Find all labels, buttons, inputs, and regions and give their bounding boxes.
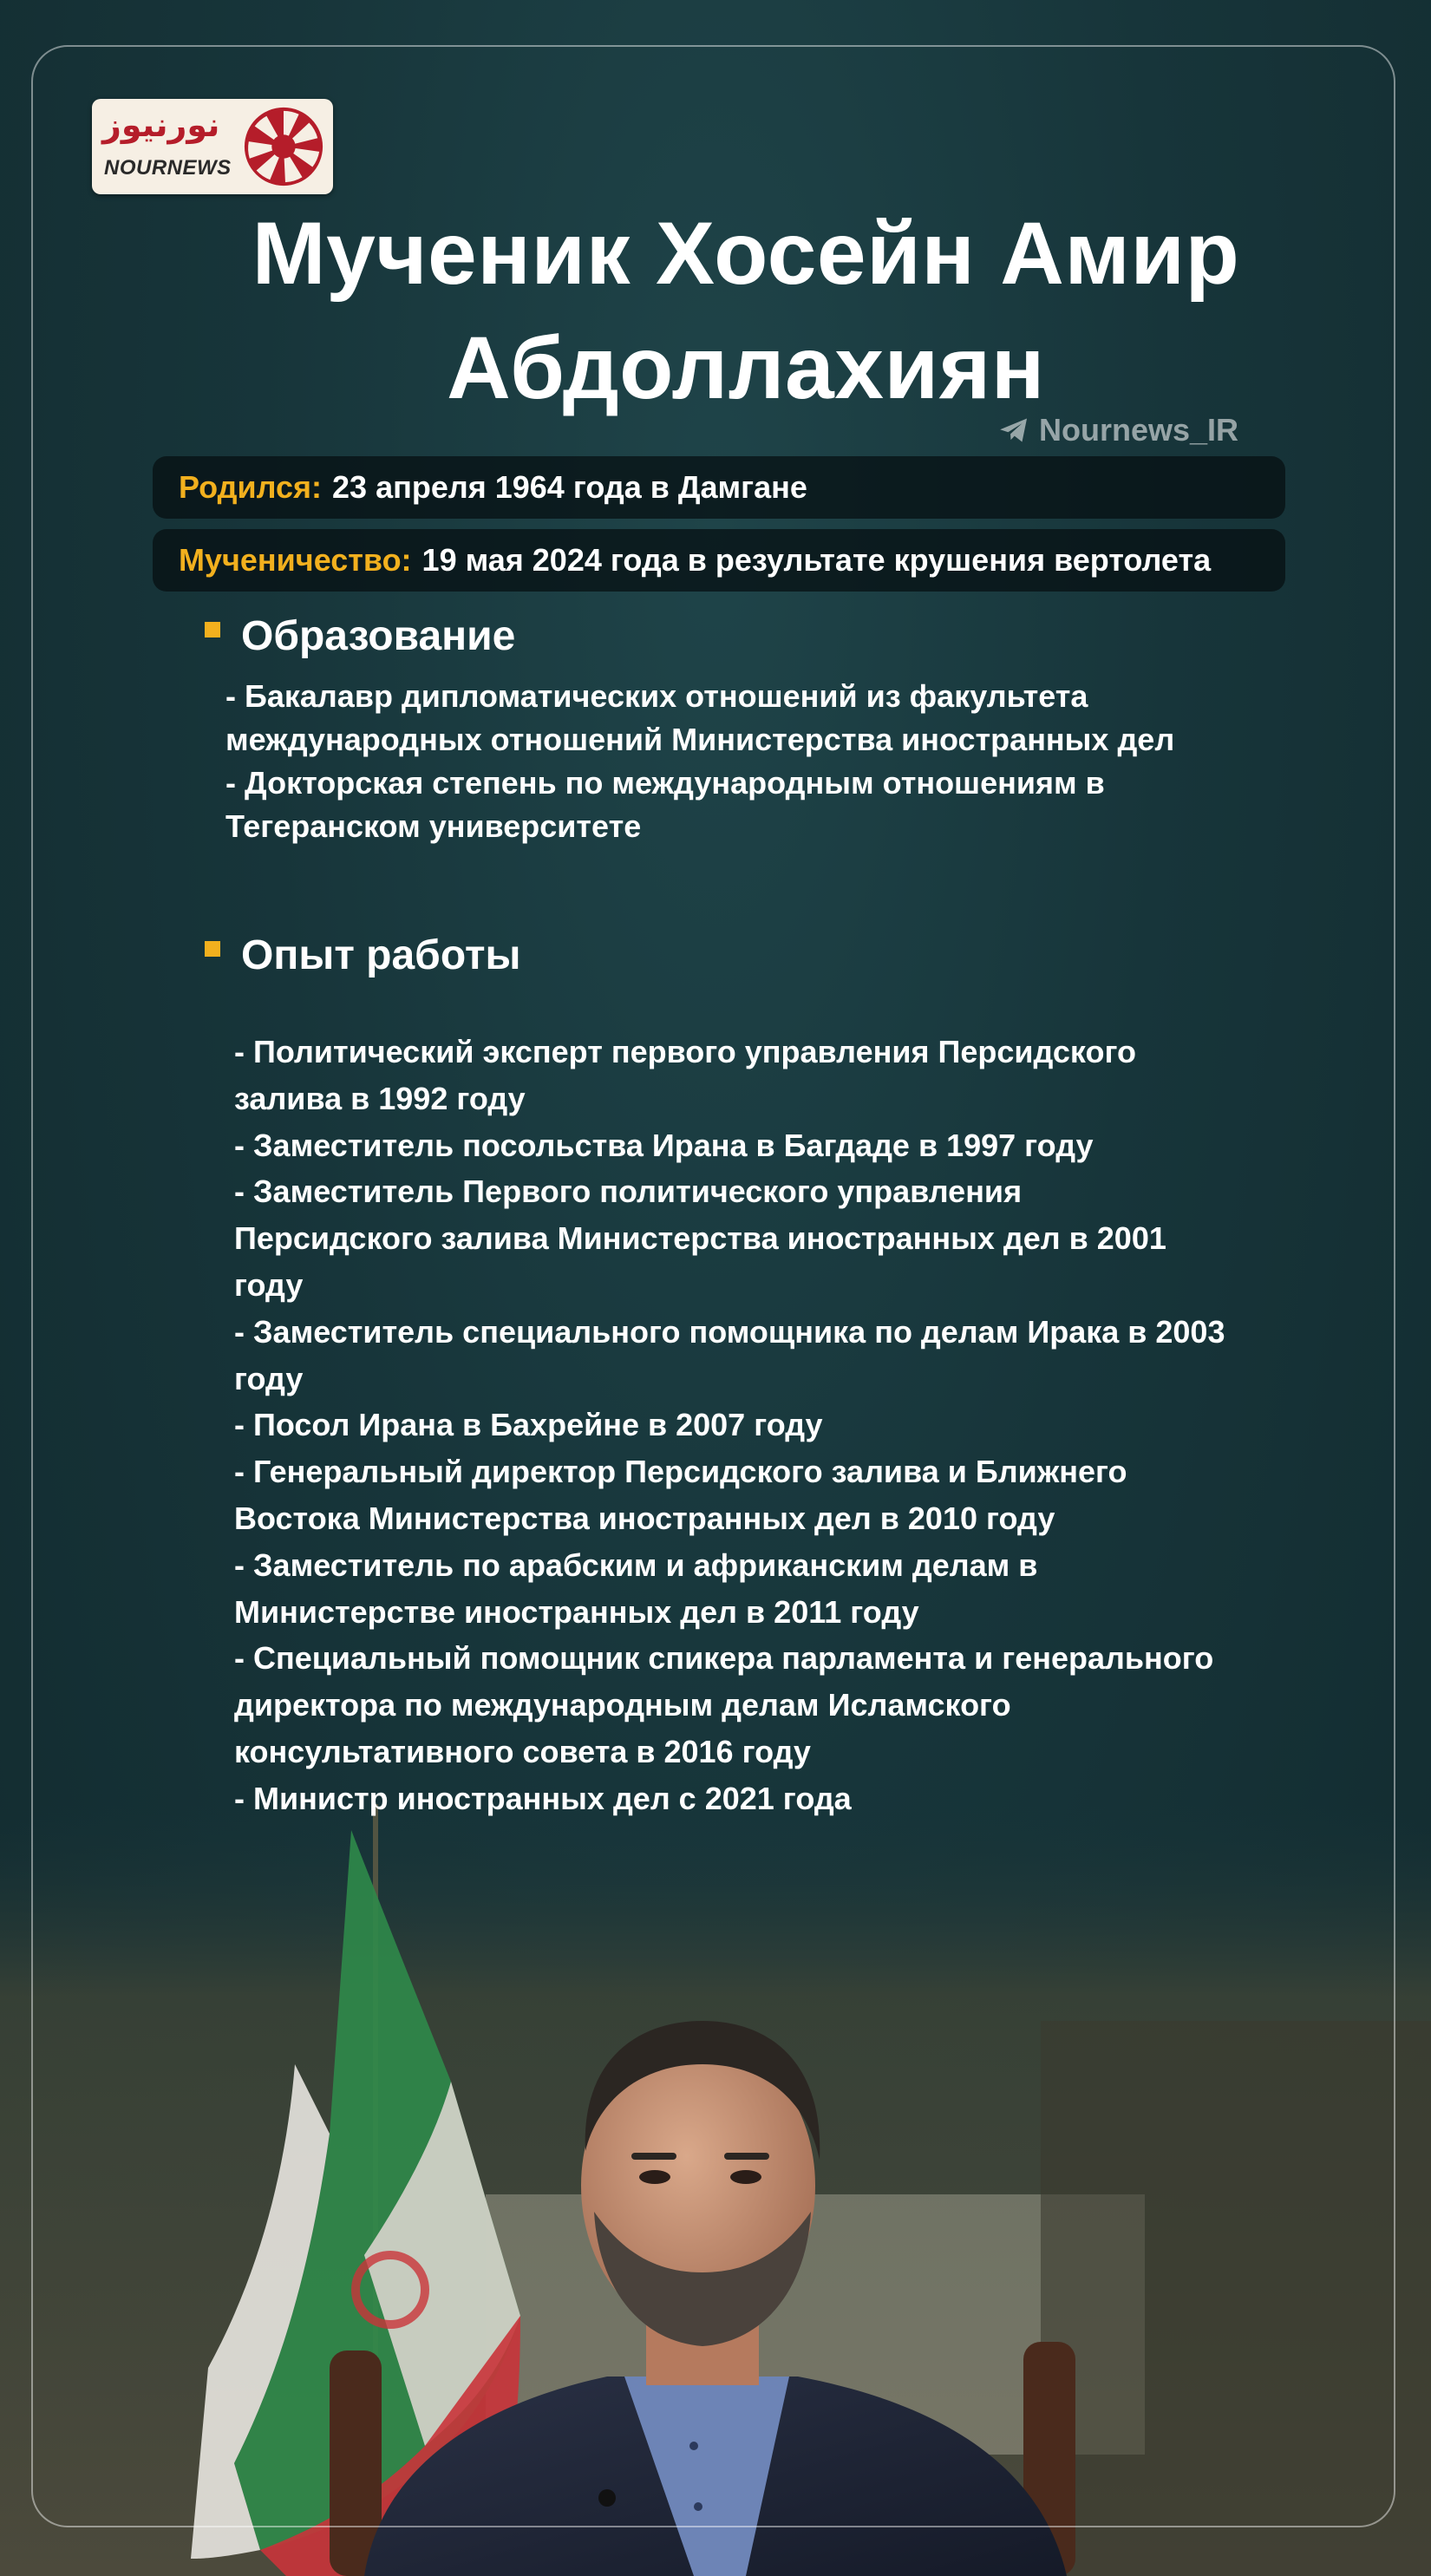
list-item: залива в 1992 году: [234, 1080, 526, 1116]
list-item: - Докторская степень по международным отношениям в: [225, 765, 1105, 801]
title-line-1: Мученик Хосейн Амир: [252, 204, 1240, 303]
list-item: международных отношений Министерства иностранных дел: [225, 722, 1175, 757]
list-item: консультативного совета в 2016 году: [234, 1733, 811, 1769]
list-item: - Министр иностранных дел с 2021 года: [234, 1780, 852, 1816]
list-item: - Политический эксперт первого управления Персидского: [234, 1034, 1136, 1069]
nournews-logo: [92, 99, 333, 194]
education-list: [225, 675, 1174, 848]
education-heading: [205, 612, 515, 660]
page-title: [130, 196, 1362, 425]
nournews-emblem-icon: [241, 104, 326, 189]
list-item: году: [234, 1266, 304, 1303]
list-item: Персидского залива Министерства иностранных дел в 2001: [234, 1220, 1166, 1257]
martyrdom-bar: [153, 529, 1285, 592]
work-heading-text: Опыт работы: [241, 932, 521, 978]
work-list: [234, 1029, 1225, 1822]
square-bullet-icon: [205, 941, 220, 957]
martyrdom-value: 19 мая 2024 года в результате крушения вертолета: [421, 542, 1212, 578]
social-handle: [997, 409, 1238, 451]
list-item: - Генеральный директор Персидского залива и Ближнего: [234, 1454, 1127, 1490]
title-line-2: Абдоллахиян: [447, 318, 1045, 417]
list-item: - Бакалавр дипломатических отношений из факультета: [225, 678, 1088, 714]
list-item: Министерстве иностранных дел в 2011 году: [234, 1593, 919, 1630]
born-label: Родился:: [179, 469, 323, 505]
list-item: - Заместитель Первого политического управления: [234, 1174, 1023, 1210]
education-heading-text: Образование: [241, 613, 516, 659]
born-value: 23 апреля 1964 года в Дамгане: [332, 469, 807, 505]
social-handle-text: Nournews_IR: [1039, 412, 1239, 448]
telegram-icon: [997, 414, 1030, 447]
logo-persian-text: نورنیوز: [102, 106, 220, 144]
work-heading: [205, 932, 520, 979]
list-item: - Посол Ирана в Бахрейне в 2007 году: [234, 1407, 823, 1443]
logo-latin-text: NOURNEWS: [104, 156, 232, 180]
list-item: Востока Министерства иностранных дел в 2010 году: [234, 1500, 1055, 1536]
born-bar: [153, 456, 1285, 519]
martyrdom-label: Мученичество:: [179, 542, 412, 578]
square-bullet-icon: [205, 622, 220, 637]
list-item: - Специальный помощник спикера парламента и генерального: [234, 1640, 1214, 1677]
list-item: - Заместитель по арабским и африканским делам в: [234, 1546, 1038, 1583]
list-item: Тегеранском университете: [225, 808, 642, 844]
list-item: - Заместитель посольства Ирана в Багдаде в 1997 году: [234, 1127, 1094, 1163]
list-item: - Заместитель специального помощника по делам Ирака в 2003: [234, 1313, 1225, 1350]
list-item: году: [234, 1360, 304, 1396]
list-item: директора по международным делам Исламского: [234, 1687, 1011, 1723]
